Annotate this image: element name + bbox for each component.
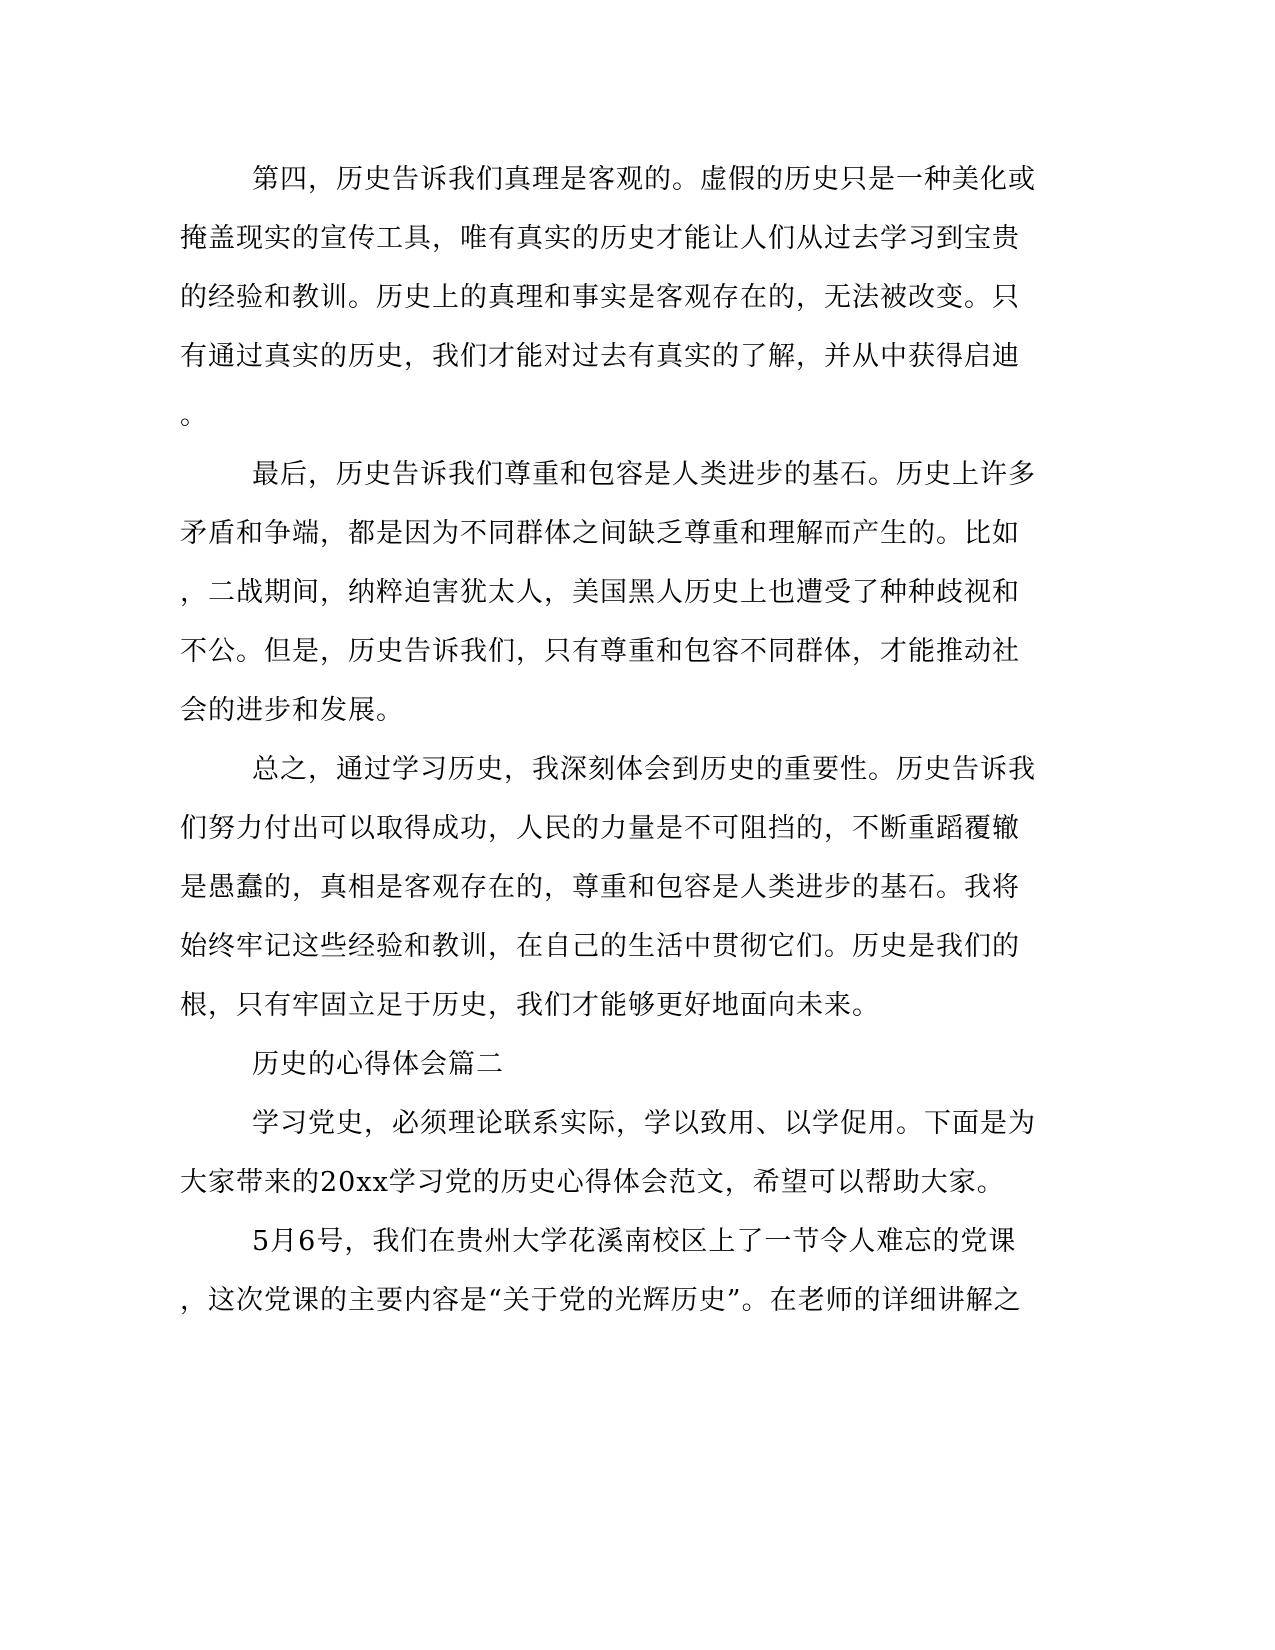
text-line: 5月6号，我们在贵州大学花溪南校区上了一节令人难忘的党课 [252,1226,1017,1257]
text-line: 们努力付出可以取得成功，人民的力量是不可阻挡的，不断重蹈覆辙 [180,813,1020,844]
text-line: 掩盖现实的宣传工具，唯有真实的历史才能让人们从过去学习到宝贵 [180,223,1020,254]
text-line: 矛盾和争端，都是因为不同群体之间缺乏尊重和理解而产生的。比如 [180,518,1020,549]
text-line: 会的进步和发展。 [180,695,404,726]
text-line: 始终牢记这些经验和教训，在自己的生活中贯彻它们。历史是我们的 [180,931,1020,962]
document-body [180,150,1036,1330]
text-line: 是愚蠢的，真相是客观存在的，尊重和包容是人类进步的基石。我将 [180,872,1020,903]
text-line: 总之，通过学习历史，我深刻体会到历史的重要性。历史告诉我 [252,754,1036,785]
text-line: ，二战期间，纳粹迫害犹太人，美国黑人历史上也遭受了种种歧视和 [180,577,1020,608]
text-line: 有通过真实的历史，我们才能对过去有真实的了解，并从中获得启迪 [180,341,1020,372]
text-line: 大家带来的20xx学习党的历史心得体会范文，希望可以帮助大家。 [180,1167,1005,1198]
section-heading: 历史的心得体会篇二 [252,1049,504,1080]
text-line: 学习党史，必须理论联系实际，学以致用、以学促用。下面是为 [252,1108,1036,1139]
text-line: 不公。但是，历史告诉我们，只有尊重和包容不同群体，才能推动社 [180,636,1020,667]
text-line: ，这次党课的主要内容是“关于党的光辉历史”。在老师的详细讲解之 [180,1285,1022,1316]
text-line: 根，只有牢固立足于历史，我们才能够更好地面向未来。 [180,990,880,1021]
text-line: 最后，历史告诉我们尊重和包容是人类进步的基石。历史上许多 [252,459,1036,490]
text-line: 第四，历史告诉我们真理是客观的。虚假的历史只是一种美化或 [252,164,1036,195]
text-line: 的经验和教训。历史上的真理和事实是客观存在的，无法被改变。只 [180,282,1020,313]
text-line: 。 [180,400,208,431]
